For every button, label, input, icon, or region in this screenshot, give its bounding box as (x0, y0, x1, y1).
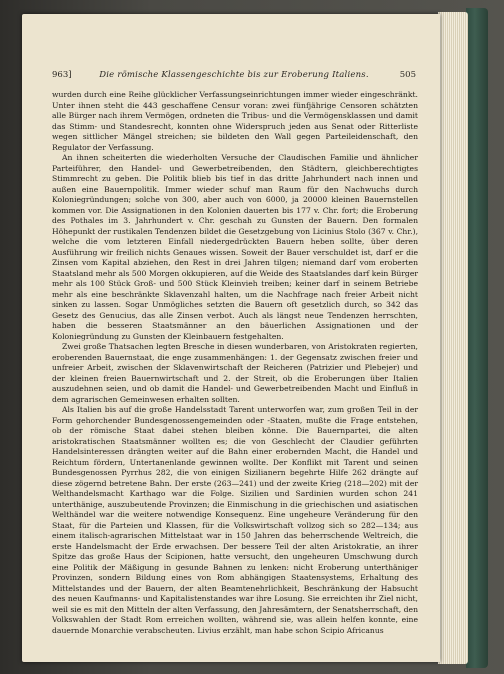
page-stack-edges (438, 12, 468, 664)
paragraph: Zwei große Thatsachen legten Bresche in diesen wunderbaren, von Aristokraten regierten, eroberenden Bauernstaat, die enge zusammenhängen: 1. der Gegensatz zwischen freier und unfreier Arbeit, zwischen der Sklavenwirtschaft der Reicheren (Patrizier und Plebejer) und der kleinen freien Bauernwirtschaft und 2. der Streit, ob die Eroberungen über Italien auszudehnen seien, und ob damit die Handel- und Gewerbetreibenden Macht und Einfluß in dem agrarischen Gemeinwesen erhalten sollten. (52, 342, 418, 404)
paragraph: Als Italien bis auf die große Handelsstadt Tarent unterworfen war, zum großen Teil in der Form gehorchender Bundesgenossengemeinden oder -Staaten, mußte die Frage entstehen, ob der römische Staat dabei stehen bleiben könne. Die Bauernpartei, die alten aristokratischen Staatsmänner wollten es; die von Geschlecht der Claudier geführten Handelsinteressen drängten weiter auf die Bahn einer erobernden Macht, die Handel und Reichtum fördern, Untertanenlande gewinnen wollte. Der Konflikt mit Tarent und seinen Bundesgenossen Pyrrhus 282, die von einigen Sizilianern begehrte Hilfe 262 drängte auf diese zögernd betretene Bahn. Der erste (263—241) und der zweite Krieg (218—202) mit der Welthandelsmacht Karthago war die Folge. Sizilien und Sardinien wurden schon 241 unterthänige, auszubeutende Provinzen; die Einmischung in die griechischen und asiatischen Welthändel war die weitere notwendige Konsequenz. Eine ungeheure Veränderung für den Staat, für die Parteien und Klassen, für die Volkswirtschaft vollzog sich so 282—134; aus einem italisch-agrarischen Mittelstaat war in 150 Jahren das beherrschende Weltreich, die erste Handelsmacht der Erde erwachsen. Der bessere Teil der alten Aristokratie, an ihrer Spitze das große Haus der Scipionen, hatte versucht, den ungeheuren Umschwung durch eine Politik der Mäßigung in gesunde Bahnen zu lenken: nicht Eroberung unterthäniger Provinzen, sondern Bildung eines von Rom abhängigen Staatensystems, Erhaltung des Mittelstandes und der Bauern, der alten Beamtenehrlichkeit, Beschränkung der Habsucht des neuen Kaufmanns- und Kapitalistenstandes war ihre Losung. Sie erreichten ihr Ziel nicht, weil sie es mit den Mitteln der alten Verfassung, den Jahresämtern, der Senatsherrschaft, den Volkswahlen der Stadt Rom erreichen wollten, während sie, was allein helfen konnte, eine dauernde Monarchie verabscheuten. Livius erzählt, man habe schon Scipio Africanus (52, 405, 418, 635)
section-marker: 963] (52, 70, 72, 80)
running-header (52, 70, 416, 84)
book-cover-edge (466, 8, 488, 668)
paragraph: An ihnen scheiterten die wiederholten Versuche der Claudischen Familie und ähnlicher Parteiführer, den Handel- und Gewerbetreibenden, den Städtern, gleichberechtigtes Stimmrecht zu geben. Die Politik blieb bis tief in das dritte Jahrhundert nach innen und außen eine Bauernpolitik. Immer wieder schuf man Raum für den Nachwuchs durch Koloniegründungen; solche von 300, aber auch von 6000, ja 20000 kleinen Bauernstellen kommen vor. Die Assignationen in den Kolonien dauerten bis 177 v. Chr. fort; die Eroberung des Pothales im 3. Jahrhundert v. Chr. geschah zu Gunsten der Bauern. Den formalen Höhepunkt der rustikalen Tendenzen bildet die Gesetzgebung von Licinius Stolo (367 v. Chr.), welche die vom letzteren Einfall niedergedrückten Bauern heben sollte, über deren Ausführung wir freilich nichts Genaues wissen. Soweit der Bauer verschuldet ist, darf er die Zinsen vom Kapital abziehen, den Rest in drei Jahren tilgen; niemand darf vom eroberten Staatsland mehr als 500 Morgen okkupieren, auf die Weide des Staatslandes darf kein Bürger mehr als 100 Stück Groß- und 500 Stück Kleinvieh treiben; keiner darf in seinem Betriebe mehr als eine beschränkte Sklavenzahl halten, um die Nachfrage nach freier Arbeit nicht sinken zu lassen. Sogar Unmögliches setzten die Bauern oft gesetzlich durch, so 342 das Gesetz des Genucius, das alle Zinsen verbot. Auch als längst neue Tendenzen herrschten, haben die besseren Staatsmänner an den bäuerlichen Assignationen und der Koloniegründung zu Gunsten der Kleinbauern festgehalten. (52, 153, 418, 341)
paragraph: wurden durch eine Reihe glücklicher Verfassungseinrichtungen immer wieder eingeschränkt. Unter ihnen steht die 443 geschaffene Censur voran: zwei fünfjährige Censoren schätzten alle Bürger nach ihrem Vermögen, ordneten die Tribus- und die Vermögensklassen und damit das Stimm- und Standesrecht, konnten ohne Widerspruch jeden aus Senat oder Ritterliste wegen sittlicher Mängel streichen; sie bildeten den Wall gegen Parteileidenschaft, den Regulator der Verfassung. (52, 90, 418, 152)
running-title: Die römische Klassengeschichte bis zur Eroberung Italiens. (99, 70, 369, 80)
body-text (52, 90, 418, 636)
page-number: 505 (399, 70, 416, 80)
